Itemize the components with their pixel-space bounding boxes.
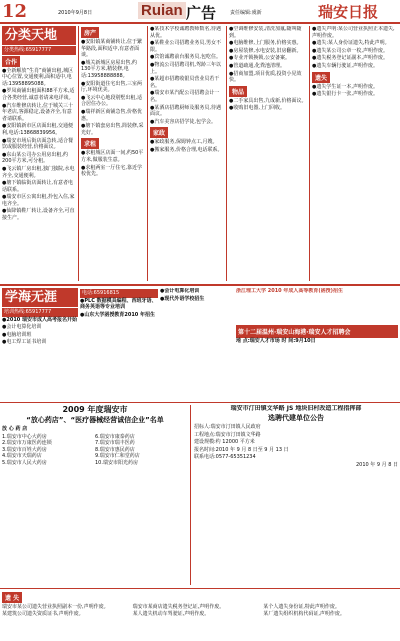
list-item: ●罗凤商铺出租面积88平方米,适合各类经营,诚意者请来电详谈。 bbox=[2, 88, 75, 101]
list-item: 瑞安市某商店遗失税务登记证,声明作废。 bbox=[132, 604, 225, 610]
list-item: 5.瑞安市人民大药房 bbox=[2, 459, 47, 466]
list-item: 某建筑公司遗失资质证书,声明作废。 bbox=[2, 610, 84, 617]
notice-subtitle: “放心药店”、“医疗器械经营诚信企业”名单 bbox=[26, 416, 164, 424]
classifieds-phone: 分类热线:65917777 bbox=[2, 46, 76, 55]
bidding-date: 2010 年 9 月 8 日 bbox=[355, 461, 398, 468]
list-item: ●2010 瑞安市成人高考报名开始 bbox=[2, 316, 78, 323]
classifieds-section-hezuo: 合作 bbox=[2, 56, 20, 67]
list-item: ●招商加盟,项目优质,投资小见效快。 bbox=[229, 70, 302, 84]
rent-section-head: 求租 bbox=[81, 138, 99, 149]
list-item: ●瑞安市场后街店面急转,适合餐饮或服装经营,价格面议。 bbox=[2, 137, 73, 151]
list-item: ●全新解放”生肖”商铺出租,城区中心位置,交通便利,面积适中,电话:13958895088。 bbox=[2, 67, 74, 87]
pharmacy-notice bbox=[2, 405, 188, 585]
list-item: ●东山某公司办公用房出租,约200平方米,可分租。 bbox=[2, 151, 68, 165]
list-item: ●山东大学函授教育2010 年招生 bbox=[80, 311, 156, 318]
list-item: ●仙降镇鞋厂转让,设备齐全,可直接生产。 bbox=[2, 208, 75, 222]
list-item: ●电工焊工证书培训 bbox=[2, 339, 47, 346]
list-item: ●宾馆诚聘前台服务员,包吃住。 bbox=[150, 54, 221, 61]
list-item: ●搬家服务,价格合理,电话联系。 bbox=[150, 146, 223, 153]
list-item: 某人遗失机动车驾驶证,声明作废。 bbox=[132, 610, 210, 617]
notice-list-head: 放 心 药 店 bbox=[2, 426, 28, 432]
list-item: ●求租城区店面一间,约50平方米,做服装生意。 bbox=[81, 150, 144, 163]
list-item: 7.瑞安市瑞丰医药 bbox=[95, 440, 135, 447]
education-block bbox=[2, 288, 78, 400]
list-item: ●求租两室一厅住宅,靠近学校优先。 bbox=[81, 164, 142, 178]
divider bbox=[190, 405, 191, 585]
list-item: 8.瑞安市惠民药店 bbox=[95, 446, 135, 453]
list-item: 1.瑞安市中心大药房 bbox=[2, 433, 47, 440]
list-item: ●飞云中心地段别墅出租,适合居住办公。 bbox=[81, 94, 142, 108]
property-section-head: 房产 bbox=[81, 27, 99, 38]
list-item: ●遗失银行卡一张,声明作废。 bbox=[312, 91, 378, 98]
page-number: 12 bbox=[2, 1, 28, 22]
list-item: 联系电话:0577-65351234 bbox=[194, 454, 256, 461]
list-item: ●汽车美容店招学徒,包学会。 bbox=[150, 118, 216, 125]
lost-head: 遗 失 bbox=[2, 592, 22, 603]
list-item: ●安阳镇某商铺转让,位于繁华路段,面积适中,有意者面谈。 bbox=[81, 39, 142, 59]
bidding-title: 瑞安市汀田镇文华路 JS 地块旧村改造工程指挥部 bbox=[230, 405, 362, 412]
section-divider bbox=[0, 284, 400, 286]
training-phone: 电话:65916815 bbox=[80, 289, 158, 298]
list-item: ●空调维修安装,清洗加氟,随叫随到。 bbox=[229, 26, 302, 39]
issue-date: 2010年9月8日 bbox=[58, 10, 93, 16]
divider bbox=[147, 26, 148, 281]
classifieds-title: 分类天地 bbox=[2, 26, 76, 45]
list-item: ●会计电算化培训 bbox=[2, 324, 42, 331]
lost-section-head: 遗失 bbox=[312, 72, 330, 83]
list-item: ●瑞祥新区商铺急售,价格优惠。 bbox=[81, 108, 142, 122]
divider bbox=[78, 26, 79, 281]
list-item: ●某技术学校诚聘教师数名,待遇从优。 bbox=[150, 26, 221, 39]
notice-title: 2009 年度瑞安市 bbox=[62, 405, 128, 414]
list-item: 2.瑞安市万康医药连锁 bbox=[2, 440, 52, 447]
list-item: ●会计电算化培训 bbox=[160, 288, 200, 294]
list-item: ●遗失声明:某公司营业执照正本遗失,声明作废。 bbox=[312, 26, 395, 39]
services-column bbox=[229, 26, 307, 281]
list-item: ●收购旧电器,上门回收。 bbox=[229, 105, 285, 112]
list-item: ●遗失车辆行驶证,声明作废。 bbox=[312, 62, 378, 69]
list-item: ●瑞安市区公寓出租,拎包入住,家电齐全。 bbox=[2, 194, 75, 207]
section-divider bbox=[0, 402, 400, 403]
list-item: 10.瑞安市阳光药房 bbox=[95, 459, 138, 466]
ruian-label: Ruian bbox=[138, 2, 186, 19]
job-fair-detail: 地 点:瑞安人才市场 时 间:9月10日 bbox=[236, 337, 316, 344]
bidding-subtitle: 选聘代建单位公告 bbox=[268, 414, 324, 422]
list-item: 3.瑞安市百姓大药房 bbox=[2, 446, 47, 453]
list-item: ●电脑维修,上门服务,价格实惠。 bbox=[229, 40, 302, 47]
list-item: ●电脑培训班 bbox=[2, 331, 32, 338]
list-item: ●飞云镇厂房出租,独门独院,水电齐全,交通便利。 bbox=[2, 165, 75, 179]
list-item: ●物流公司招聘司机,驾龄三年以上。 bbox=[150, 61, 221, 75]
newspaper-logo: 瑞安日报 bbox=[318, 3, 379, 21]
list-item: ●二手家具出售,九成新,价格面议。 bbox=[229, 97, 307, 104]
list-item: ●某酒店招聘厨师及服务员,待遇面议。 bbox=[150, 104, 221, 118]
editor-credit: 责任编辑:虞新 bbox=[230, 10, 262, 16]
list-item: ●PLC 数据模具编程、西班牙语、商务英语等专业培训 bbox=[80, 297, 157, 311]
training-block bbox=[80, 288, 158, 400]
list-item: ●管道疏通,化粪池清理。 bbox=[229, 62, 285, 69]
list-item: ●塘下镇临街店面转让,有意者电话联系。 bbox=[2, 180, 73, 193]
list-item: ●安阳街道住宅出售,三室两厅,环境优美。 bbox=[81, 80, 142, 94]
list-item: ●遗失:某人身份证遗失,特此声明。 bbox=[312, 40, 390, 47]
education-title: 学海无涯 bbox=[2, 288, 78, 307]
divider bbox=[309, 26, 310, 281]
list-item: ●专业开锁换锁,公安备案。 bbox=[229, 55, 290, 62]
housekeeping-section-head: 家政 bbox=[150, 127, 168, 138]
goods-section-head: 物品 bbox=[229, 86, 247, 97]
section-divider bbox=[0, 588, 400, 589]
list-item: 4.瑞安市天瑞药店 bbox=[2, 453, 42, 460]
list-item: ●家政服务,保姆钟点工,月嫂。 bbox=[150, 139, 218, 146]
property-column bbox=[81, 26, 145, 281]
list-item: 报名时间:2010 年 9 月 8 日至 9 月 13 日 bbox=[194, 446, 289, 453]
job-fair-title: 第十二届温州·瑞安山海港·瑞安人才招聘会 bbox=[236, 325, 398, 338]
list-item: ●某鞋业公司招聘业务员,男女不限。 bbox=[150, 40, 221, 53]
list-item: 招标人:瑞安市汀田镇人民政府 bbox=[194, 424, 261, 430]
list-item: 9.瑞安市仁和堂药店 bbox=[95, 453, 140, 460]
list-item: 某个人遗失身份证,特此声明作废。 bbox=[263, 604, 340, 610]
list-item: 6.瑞安市康泰药店 bbox=[95, 433, 135, 440]
list-item: ●房屋装修,水电安装,旧房翻新。 bbox=[229, 47, 302, 54]
list-item: ●瑞安市某汽配公司招聘会计一名。 bbox=[150, 90, 220, 103]
page-header bbox=[0, 0, 400, 24]
lost-notices-strip bbox=[2, 591, 398, 639]
list-item: ●塘下镇套房出售,简装修,采光好。 bbox=[81, 123, 144, 136]
classifieds-column bbox=[2, 26, 76, 281]
education-phone: 培训热线:65917777 bbox=[2, 308, 78, 317]
list-item: ●安阳镇新市区店面出租,交通便利,电话:13868839956。 bbox=[2, 123, 73, 136]
divider bbox=[226, 26, 227, 281]
list-item: 某厂遗失组织机构代码证,声明作废。 bbox=[263, 610, 345, 617]
lost-list bbox=[2, 604, 398, 617]
university-ad bbox=[236, 288, 398, 400]
section-title: 广告 bbox=[186, 4, 217, 22]
list-item: ●遗失税务登记证副本,声明作废。 bbox=[312, 55, 388, 62]
university-ad-title: 浙江理工大学 2010 年成人高等教育(函授)招生 bbox=[236, 288, 343, 294]
list-item: ●现代外语学校招生 bbox=[160, 295, 205, 302]
pharmacy-list bbox=[2, 434, 188, 467]
list-item: ●遗失学生证一本,声明作废。 bbox=[312, 83, 378, 90]
list-item: ●汽车维修店转让,位于城关三十年老店,客源稳定,设备齐全,有意者请联系。 bbox=[2, 102, 73, 122]
list-item: 建设规模:约 12000 平方米 bbox=[194, 439, 255, 446]
list-item: 瑞安市某公司遗失营业执照副本一份,声明作废。 bbox=[2, 604, 109, 610]
school-block bbox=[160, 288, 234, 400]
bidding-notice bbox=[194, 405, 398, 585]
list-item: ●某超市招聘收银员营业员若干名。 bbox=[150, 76, 220, 89]
list-item: 工程地点:瑞安市汀田镇文华路 bbox=[194, 431, 261, 438]
jobs-column bbox=[150, 26, 224, 281]
notices-column bbox=[312, 26, 398, 281]
list-item: ●城关新城区房屋出售,约130平方米,精装修,电话:13958888888。 bbox=[81, 59, 137, 79]
list-item: ●遗失某公司公章一枚,声明作废。 bbox=[312, 47, 388, 54]
